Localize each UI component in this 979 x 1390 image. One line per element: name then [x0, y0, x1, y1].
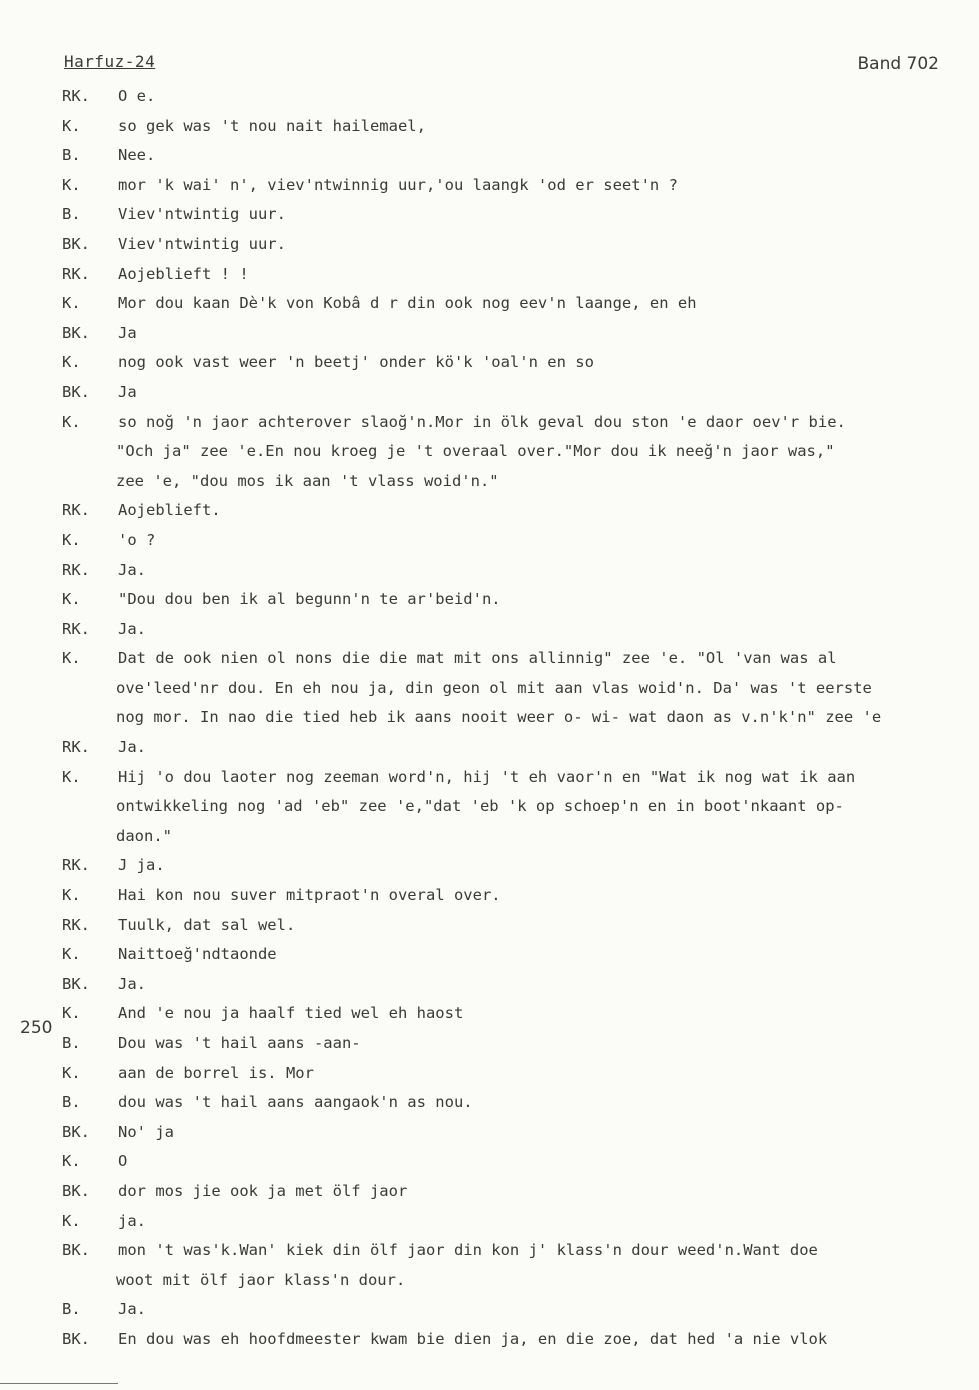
speaker-label: RK.	[62, 87, 90, 105]
speaker-label: K.	[62, 1063, 81, 1082]
utterance-text: Ja.	[118, 619, 146, 638]
transcript-line	[0, 408, 979, 438]
transcript-line	[0, 1029, 979, 1059]
transcript-line	[0, 763, 979, 793]
transcript-line	[0, 585, 979, 615]
speaker-label: B.	[62, 146, 81, 165]
transcript-line	[0, 615, 979, 645]
transcript-line	[0, 1118, 979, 1148]
speaker-label: K.	[62, 530, 81, 549]
footer-rule	[0, 1383, 118, 1384]
utterance-text: aan de borrel is. Mor	[118, 1063, 314, 1082]
speaker-label: K.	[62, 649, 81, 668]
transcript-line	[0, 348, 979, 378]
speaker-label: BK.	[62, 382, 90, 401]
speaker-label: K.	[62, 1211, 81, 1230]
margin-counter: 250	[20, 1018, 53, 1038]
utterance-text: dor mos jie ook ja met ölf jaor	[118, 1181, 408, 1200]
speaker-label: RK.	[62, 856, 90, 875]
utterance-text: ontwikkeling nog 'ad 'eb" zee 'e,"dat 'eb 'k op schoep'n en in boot'nkaant op-	[116, 797, 844, 816]
speaker-label: B.	[62, 1034, 81, 1052]
transcript-line	[0, 230, 979, 260]
tape-number: Band 702	[857, 54, 939, 74]
utterance-text: Ja.	[118, 974, 146, 993]
utterance-text: so noğ 'n jaor achterover slaoğ'n.Mor in ölk geval dou ston 'e daor oev'r bie.	[118, 412, 846, 431]
transcript-line	[0, 112, 979, 142]
transcript-line	[0, 1295, 979, 1325]
transcript-line	[0, 200, 979, 230]
utterance-text: nog ook vast weer 'n beetj' onder kö'k 'oal'n en so	[118, 353, 594, 372]
transcript-line	[0, 260, 979, 290]
speaker-label: K.	[62, 1152, 81, 1171]
utterance-text: Ja.	[118, 1300, 146, 1319]
speaker-label: BK.	[62, 974, 90, 993]
transcript-line	[0, 378, 979, 408]
transcript-line	[0, 289, 979, 319]
speaker-label: RK.	[62, 619, 90, 638]
transcript-line	[0, 556, 979, 586]
utterance-text: Hai kon nou suver mitpraot'n overal over.	[118, 886, 501, 905]
utterance-text: Dat de ook nien ol nons die die mat mit ons allinnig" zee 'e. "Ol 'van was al	[118, 649, 837, 668]
utterance-text: Ja.	[118, 738, 146, 757]
speaker-label: RK.	[62, 560, 90, 579]
speaker-label: K.	[62, 767, 81, 786]
utterance-text: O	[118, 1152, 128, 1171]
document-code: Harfuz-24	[64, 52, 156, 71]
speaker-label: BK.	[62, 1241, 90, 1260]
transcript-line	[0, 1236, 979, 1266]
transcript-line	[0, 1207, 979, 1237]
speaker-label: BK.	[62, 323, 90, 342]
transcript-line	[0, 733, 979, 763]
utterance-text: mon 't was'k.Wan' kiek din ölf jaor din kon j' klass'n dour weed'n.Want doe	[118, 1241, 818, 1260]
transcript-line	[0, 467, 979, 497]
utterance-text: mor 'k wai' n', viev'ntwinnig uur,'ou laangk 'od er seet'n ?	[118, 175, 678, 194]
transcript-line	[0, 822, 979, 852]
utterance-text: woot mit ölf jaor klass'n dour.	[116, 1270, 406, 1289]
utterance-text: ove'leed'nr dou. En eh nou ja, din geon ol mit aan vlas woid'n. Da' was 't eerste	[116, 678, 872, 697]
utterance-text: No' ja	[118, 1122, 174, 1141]
utterance-text: Ja	[118, 382, 137, 401]
speaker-label: BK.	[62, 1122, 90, 1141]
utterance-text: Viev'ntwintig uur.	[118, 205, 286, 224]
utterance-text: Mor dou kaan Dè'k von Kobâ d r din ook nog eev'n laange, en eh	[118, 294, 697, 313]
utterance-text: Nee.	[118, 146, 156, 165]
utterance-text: 'o ?	[118, 530, 156, 549]
transcript-line	[0, 881, 979, 911]
utterance-text: Ja	[118, 323, 137, 342]
speaker-label: K.	[62, 412, 81, 431]
speaker-label: RK.	[62, 501, 90, 520]
speaker-label: BK.	[62, 234, 90, 253]
transcript-line	[0, 851, 979, 881]
speaker-label: K.	[62, 353, 81, 372]
transcript-line	[0, 703, 979, 733]
utterance-text: And 'e nou ja haalf tied wel eh haost	[118, 1004, 464, 1023]
transcript-line	[0, 674, 979, 704]
speaker-label: BK.	[62, 1181, 90, 1200]
utterance-text: Viev'ntwintig uur.	[118, 234, 286, 253]
utterance-text: Dou was 't hail aans -aan-	[118, 1034, 361, 1052]
utterance-text: so gek was 't nou nait hailemael,	[118, 116, 426, 135]
speaker-label: RK.	[62, 915, 90, 934]
utterance-text: daon."	[116, 826, 172, 845]
utterance-text: zee 'e, "dou mos ik aan 't vlass woid'n."	[116, 471, 499, 490]
utterance-text: Tuulk, dat sal wel.	[118, 915, 296, 934]
utterance-text: O e.	[118, 87, 156, 105]
transcript-line	[0, 171, 979, 201]
utterance-text: dou was 't hail aans aangaok'n as nou.	[118, 1093, 473, 1112]
utterance-text: Hij 'o dou laoter nog zeeman word'n, hij 't eh vaor'n en "Wat ik nog wat ik aan	[118, 767, 856, 786]
transcript-lines	[0, 82, 979, 1355]
transcript-line	[0, 82, 979, 112]
transcript-line	[0, 1177, 979, 1207]
speaker-label: B.	[62, 1093, 81, 1112]
speaker-label: RK.	[62, 264, 90, 283]
transcript-line	[0, 911, 979, 941]
speaker-label: K.	[62, 294, 81, 313]
utterance-text: nog mor. In nao die tied heb ik aans nooit weer o- wi- wat daon as v.n'k'n" zee 'e	[116, 708, 882, 727]
speaker-label: K.	[62, 590, 81, 609]
transcript-line	[0, 970, 979, 1000]
transcript-line	[0, 1325, 979, 1355]
utterance-text: En dou was eh hoofdmeester kwam bie dien ja, en die zoe, dat hed 'a nie vlok	[118, 1329, 828, 1348]
transcript-line	[0, 1266, 979, 1296]
speaker-label: K.	[62, 1004, 81, 1023]
transcript-line	[0, 496, 979, 526]
transcript-line	[0, 999, 979, 1029]
speaker-label: K.	[62, 116, 81, 135]
utterance-text: ja.	[118, 1211, 146, 1230]
speaker-label: RK.	[62, 738, 90, 757]
utterance-text: Naittoeğ'ndtaonde	[118, 945, 277, 964]
speaker-label: K.	[62, 886, 81, 905]
transcript-line	[0, 1059, 979, 1089]
transcript-line	[0, 319, 979, 349]
speaker-label: K.	[62, 945, 81, 964]
speaker-label: BK.	[62, 1329, 90, 1348]
transcript-line	[0, 792, 979, 822]
utterance-text: "Dou dou ben ik al begunn'n te ar'beid'n.	[118, 590, 501, 609]
utterance-text: J ja.	[118, 856, 165, 875]
transcript-line	[0, 1088, 979, 1118]
transcript-line	[0, 437, 979, 467]
speaker-label: K.	[62, 175, 81, 194]
utterance-text: Ja.	[118, 560, 146, 579]
speaker-label: B.	[62, 1300, 81, 1319]
transcript-line	[0, 526, 979, 556]
transcript-line	[0, 940, 979, 970]
utterance-text: Aojeblieft ! !	[118, 264, 249, 283]
transcript-line	[0, 1147, 979, 1177]
speaker-label: B.	[62, 205, 81, 224]
transcript-line	[0, 644, 979, 674]
utterance-text: "Och ja" zee 'e.En nou kroeg je 't overaal over."Mor dou ik neeğ'n jaor was,"	[116, 442, 835, 461]
utterance-text: Aojeblieft.	[118, 501, 221, 520]
transcript-line	[0, 141, 979, 171]
